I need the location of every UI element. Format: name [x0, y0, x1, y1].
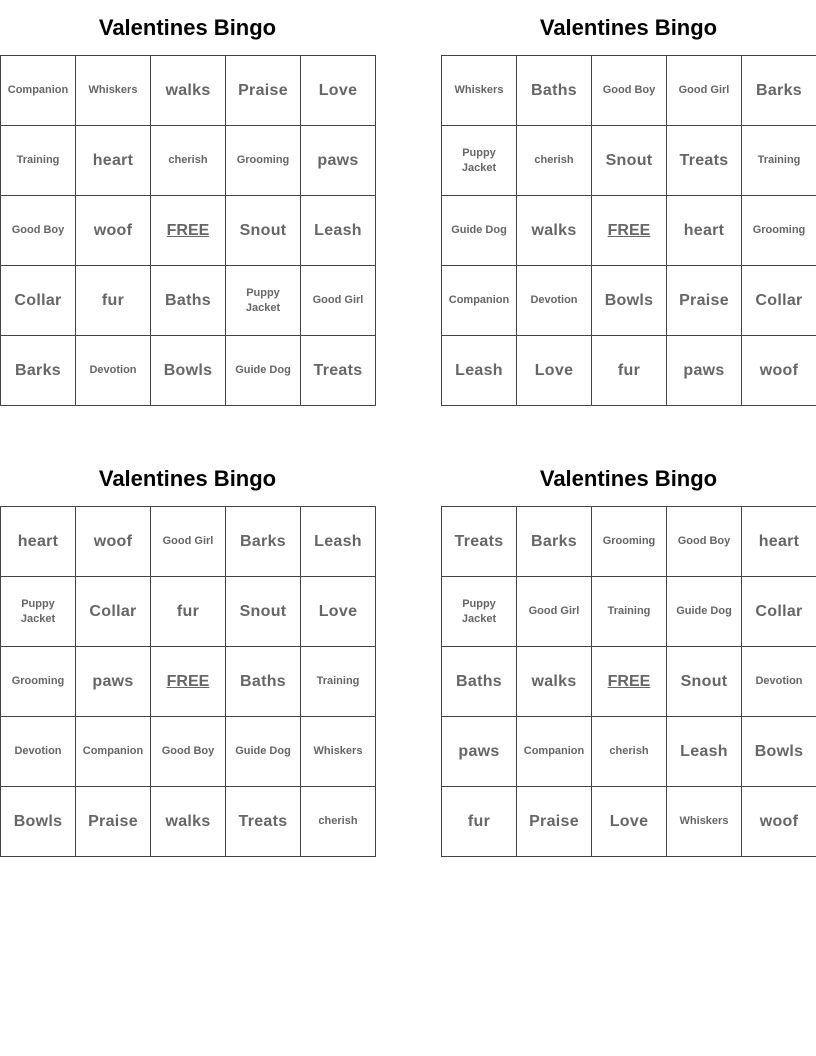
bingo-card: [0, 12, 375, 379]
bingo-cell: Barks: [742, 56, 816, 126]
bingo-cell: heart: [76, 126, 151, 196]
bingo-cell: Training: [592, 577, 667, 647]
bingo-cell: Love: [592, 787, 667, 857]
bingo-cell: cherish: [301, 787, 376, 857]
bingo-cell: walks: [151, 56, 226, 126]
bingo-cell: Good Girl: [151, 507, 226, 577]
bingo-cell: Praise: [226, 56, 301, 126]
bingo-row: [1, 507, 376, 577]
bingo-cell: Leash: [667, 717, 742, 787]
bingo-cell: Guide Dog: [226, 717, 301, 787]
bingo-cell: fur: [442, 787, 517, 857]
bingo-cell: Devotion: [76, 336, 151, 406]
bingo-cell: Bowls: [592, 266, 667, 336]
bingo-cell: cherish: [151, 126, 226, 196]
bingo-cell: Training: [742, 126, 816, 196]
bingo-cell: Good Girl: [301, 266, 376, 336]
bingo-cell: Whiskers: [301, 717, 376, 787]
bingo-cell: heart: [742, 507, 816, 577]
bingo-cell: Devotion: [1, 717, 76, 787]
bingo-cell: Good Girl: [517, 577, 592, 647]
bingo-cell: Good Boy: [592, 56, 667, 126]
bingo-cell: Grooming: [592, 507, 667, 577]
card-title: Valentines Bingo: [98, 466, 277, 491]
bingo-cell: heart: [1, 507, 76, 577]
bingo-cell: Leash: [301, 507, 376, 577]
bingo-row: [442, 126, 816, 196]
bingo-cell: fur: [76, 266, 151, 336]
bingo-row: [442, 507, 816, 577]
bingo-row: [442, 266, 816, 336]
free-space: FREE: [592, 647, 667, 717]
bingo-cell: Guide Dog: [226, 336, 301, 406]
bingo-cell: Collar: [1, 266, 76, 336]
bingo-cell: Whiskers: [442, 56, 517, 126]
bingo-grid: [0, 506, 376, 857]
bingo-row: [442, 717, 816, 787]
bingo-cell: woof: [76, 196, 151, 266]
bingo-cell: Praise: [76, 787, 151, 857]
bingo-cell: Leash: [301, 196, 376, 266]
bingo-row: [1, 717, 376, 787]
card-title: Valentines Bingo: [98, 15, 277, 40]
bingo-cell: Puppy Jacket: [442, 577, 517, 647]
bingo-cell: Collar: [742, 577, 816, 647]
bingo-cell: Snout: [667, 647, 742, 717]
bingo-cell: Love: [301, 577, 376, 647]
bingo-cell: Grooming: [742, 196, 816, 266]
bingo-cell: Training: [301, 647, 376, 717]
bingo-grid: [441, 55, 816, 406]
bingo-cell: Grooming: [226, 126, 301, 196]
bingo-cell: Praise: [667, 266, 742, 336]
bingo-cell: Devotion: [742, 647, 816, 717]
bingo-cell: Barks: [226, 507, 301, 577]
bingo-cell: Collar: [76, 577, 151, 647]
bingo-cell: paws: [667, 336, 742, 406]
bingo-cell: Bowls: [151, 336, 226, 406]
bingo-row: [1, 336, 376, 406]
bingo-card: [441, 463, 816, 830]
bingo-row: [1, 56, 376, 126]
bingo-cell: Training: [1, 126, 76, 196]
bingo-cell: Puppy Jacket: [1, 577, 76, 647]
bingo-row: [1, 196, 376, 266]
bingo-cell: fur: [151, 577, 226, 647]
bingo-cell: Collar: [742, 266, 816, 336]
card-title: Valentines Bingo: [539, 15, 718, 40]
bingo-cell: Love: [517, 336, 592, 406]
bingo-cell: Baths: [151, 266, 226, 336]
bingo-cell: Good Boy: [667, 507, 742, 577]
bingo-cell: Companion: [442, 266, 517, 336]
bingo-row: [442, 336, 816, 406]
bingo-cell: walks: [517, 196, 592, 266]
bingo-cell: Treats: [226, 787, 301, 857]
bingo-cell: Puppy Jacket: [442, 126, 517, 196]
bingo-cell: Puppy Jacket: [226, 266, 301, 336]
bingo-row: [442, 647, 816, 717]
bingo-cell: cherish: [592, 717, 667, 787]
bingo-cell: Whiskers: [667, 787, 742, 857]
bingo-cell: Good Girl: [667, 56, 742, 126]
bingo-card: [0, 463, 375, 830]
bingo-card: [441, 12, 816, 379]
bingo-cell: Guide Dog: [667, 577, 742, 647]
bingo-grid: [441, 506, 816, 857]
bingo-row: [1, 647, 376, 717]
bingo-cell: Companion: [517, 717, 592, 787]
card-title: Valentines Bingo: [539, 466, 718, 491]
bingo-row: [1, 787, 376, 857]
bingo-cell: paws: [442, 717, 517, 787]
bingo-cell: Love: [301, 56, 376, 126]
bingo-cell: Barks: [517, 507, 592, 577]
bingo-cell: Whiskers: [76, 56, 151, 126]
bingo-row: [1, 266, 376, 336]
bingo-cell: Snout: [226, 577, 301, 647]
bingo-cell: Guide Dog: [442, 196, 517, 266]
bingo-cell: Baths: [517, 56, 592, 126]
bingo-row: [1, 126, 376, 196]
bingo-cell: Baths: [226, 647, 301, 717]
bingo-cell: Devotion: [517, 266, 592, 336]
bingo-cell: walks: [517, 647, 592, 717]
bingo-row: [442, 56, 816, 126]
bingo-cell: Companion: [76, 717, 151, 787]
bingo-cell: Treats: [667, 126, 742, 196]
bingo-cell: woof: [76, 507, 151, 577]
bingo-cell: heart: [667, 196, 742, 266]
free-space: FREE: [151, 196, 226, 266]
bingo-cell: Companion: [1, 56, 76, 126]
bingo-cell: woof: [742, 336, 816, 406]
bingo-cell: cherish: [517, 126, 592, 196]
bingo-cell: Treats: [301, 336, 376, 406]
bingo-cell: Good Boy: [1, 196, 76, 266]
bingo-row: [442, 787, 816, 857]
bingo-cell: fur: [592, 336, 667, 406]
bingo-row: [1, 577, 376, 647]
bingo-cell: paws: [76, 647, 151, 717]
bingo-cell: Leash: [442, 336, 517, 406]
bingo-row: [442, 577, 816, 647]
bingo-cell: Snout: [226, 196, 301, 266]
bingo-cell: Good Boy: [151, 717, 226, 787]
bingo-cell: Bowls: [1, 787, 76, 857]
bingo-cell: paws: [301, 126, 376, 196]
bingo-cell: Praise: [517, 787, 592, 857]
bingo-cell: Snout: [592, 126, 667, 196]
bingo-cell: Grooming: [1, 647, 76, 717]
free-space: FREE: [592, 196, 667, 266]
bingo-cell: Bowls: [742, 717, 816, 787]
bingo-cell: Baths: [442, 647, 517, 717]
free-space: FREE: [151, 647, 226, 717]
bingo-cell: woof: [742, 787, 816, 857]
bingo-cell: Barks: [1, 336, 76, 406]
bingo-grid: [0, 55, 376, 406]
bingo-cell: Treats: [442, 507, 517, 577]
bingo-row: [442, 196, 816, 266]
bingo-cell: walks: [151, 787, 226, 857]
